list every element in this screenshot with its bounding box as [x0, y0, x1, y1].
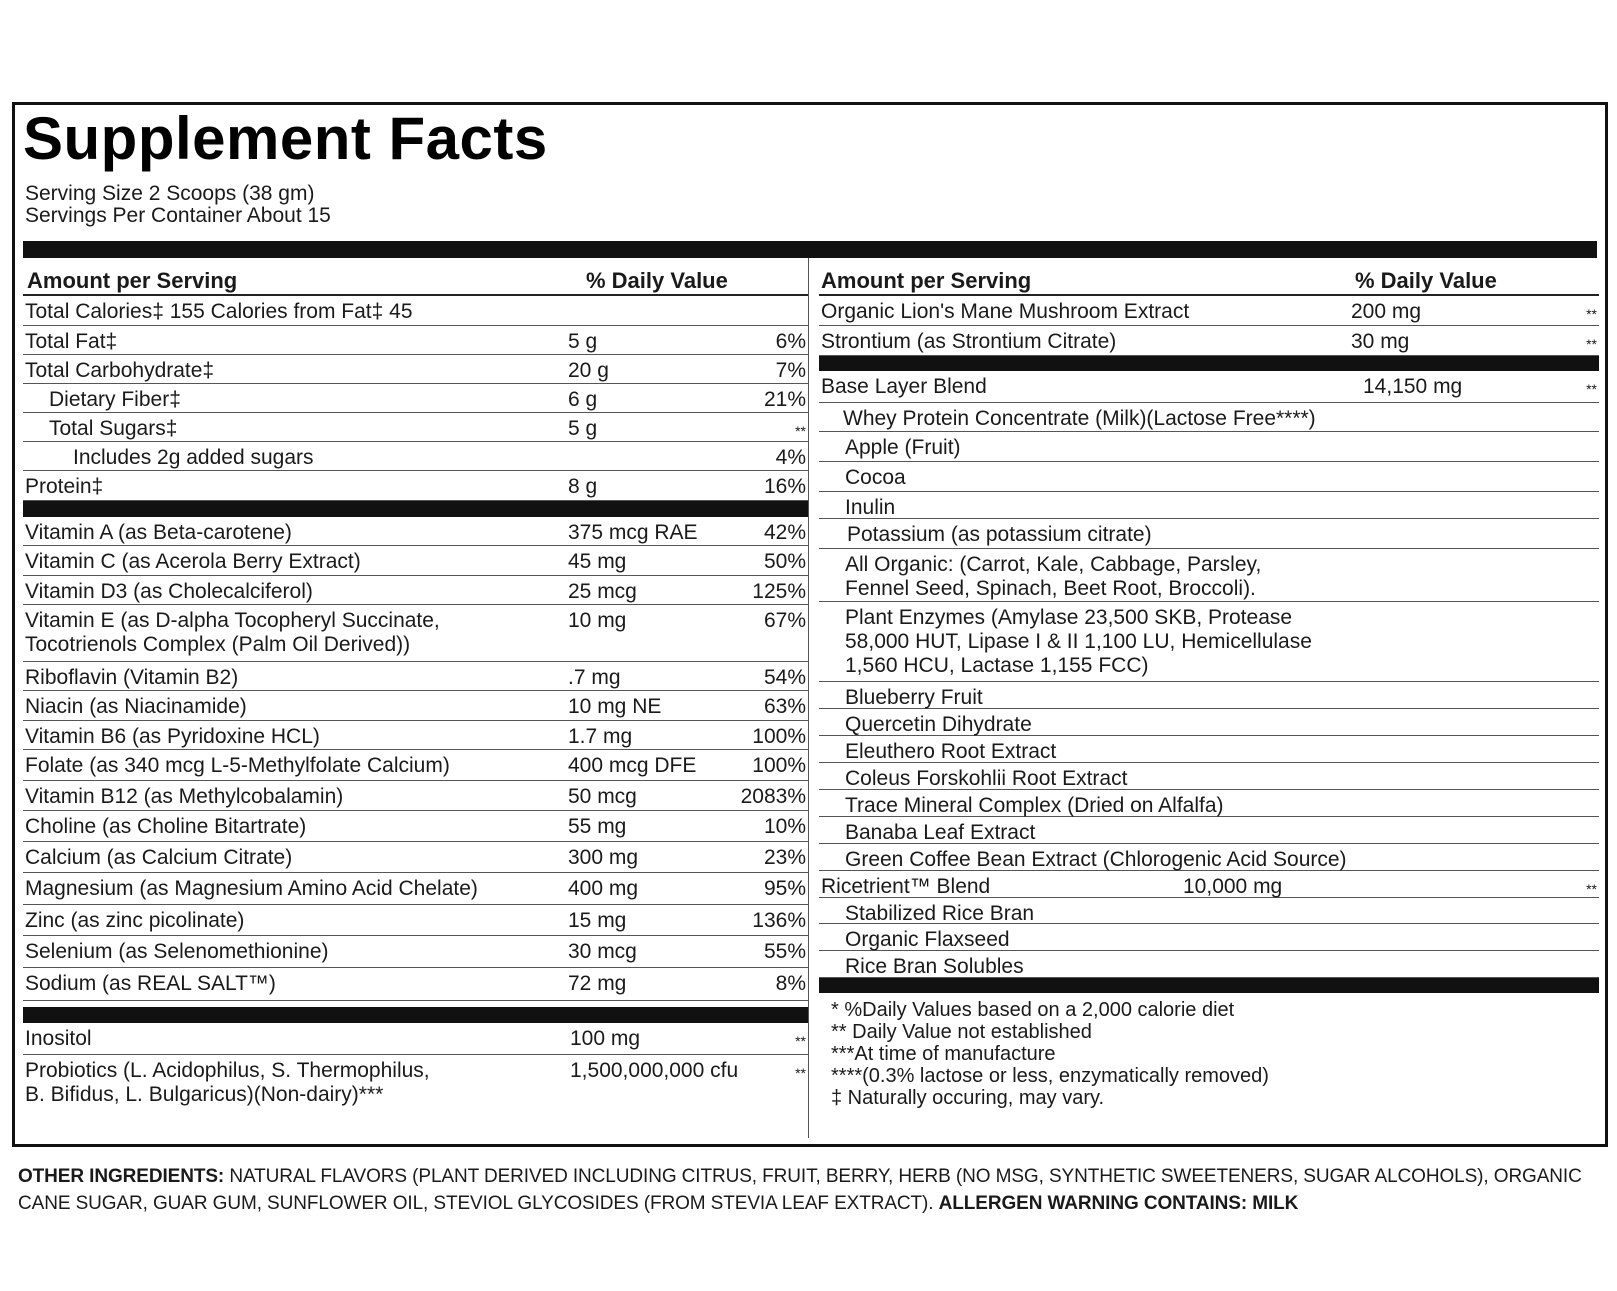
nutrient-daily-value: 67% — [763, 609, 806, 632]
nutrient-row — [23, 413, 808, 442]
other-nutrient-row — [23, 1055, 808, 1113]
base-layer-item — [819, 519, 1599, 549]
vitamin-row — [23, 905, 808, 936]
nutrient-amount: 8 g — [568, 475, 598, 498]
base-layer-item — [819, 403, 1599, 432]
left-header — [23, 258, 808, 296]
nutrient-daily-value: 100% — [752, 754, 806, 777]
ricetrient-item — [819, 898, 1599, 924]
nutrient-name: Vitamin B6 (as Pyridoxine HCL) — [25, 725, 320, 748]
right-column — [819, 258, 1599, 1109]
footnote: ****(0.3% lactose or less, enzymatically removed) — [831, 1065, 1269, 1087]
base-layer-dv: ** — [1586, 381, 1597, 397]
nutrient-daily-value: 8% — [775, 972, 806, 995]
nutrient-name: Niacin (as Niacinamide) — [25, 695, 247, 718]
nutrient-name: Total Carbohydrate‡ — [25, 359, 215, 382]
ricetrient-name: Ricetrient™ Blend — [821, 875, 991, 898]
nutrient-amount: 1,500,000,000 cfu — [570, 1059, 739, 1082]
nutrient-name: Includes 2g added sugars — [73, 446, 314, 469]
nutrient-name: Sodium (as REAL SALT™) — [25, 972, 276, 995]
nutrient-name: Green Coffee Bean Extract (Chlorogenic Acid Source) — [845, 848, 1347, 871]
nutrient-name: Total Calories‡ 155 Calories from Fat‡ 45 — [25, 300, 413, 323]
nutrient-daily-value: 4% — [775, 446, 806, 469]
nutrient-name: Coleus Forskohlii Root Extract — [845, 767, 1128, 790]
nutrient-daily-value: 136% — [752, 909, 806, 932]
top-divider-bar — [23, 241, 1597, 258]
nutrient-row — [23, 296, 808, 326]
nutrient-row — [23, 326, 808, 355]
vitamin-row — [23, 691, 808, 721]
base-layer-item — [819, 549, 1599, 602]
base-layer-row — [819, 371, 1599, 403]
right-bar-1 — [819, 356, 1599, 371]
nutrient-name: Organic Flaxseed — [845, 928, 1010, 951]
nutrient-name: Riboflavin (Vitamin B2) — [25, 666, 239, 689]
ricetrient-item — [819, 951, 1599, 978]
other-ingredients-text: NATURAL FLAVORS (PLANT DERIVED INCLUDING CITRUS, FRUIT, BERRY, HERB (NO MSG, SYNTHETIC SWEETENERS, SUGAR ALCOHOLS), ORGANIC CANE SUGAR, GUAR GUM, SUNFLOWER OIL, STEVIOL GLYCOSIDES (FROM STEVIA LEAF EXTRACT). — [18, 1166, 1582, 1214]
nutrient-name: All Organic: (Carrot, Kale, Cabbage, Parsley, — [845, 553, 1262, 576]
nutrient-name: Rice Bran Solubles — [845, 955, 1024, 978]
nutrient-row — [23, 442, 808, 471]
nutrient-daily-value: ** — [795, 1033, 806, 1049]
nutrient-name-continued: 58,000 HUT, Lipase I & II 1,100 LU, Hemicellulase — [845, 630, 1312, 653]
nutrient-amount: 100 mg — [570, 1027, 641, 1050]
nutrient-amount: 72 mg — [568, 972, 627, 995]
nutrient-name: Total Sugars‡ — [49, 417, 178, 440]
nutrient-name-continued: Tocotrienols Complex (Palm Oil Derived)) — [25, 633, 411, 656]
nutrient-name: Apple (Fruit) — [845, 436, 961, 459]
left-bar-2 — [23, 1007, 808, 1023]
nutrient-amount: 15 mg — [568, 909, 627, 932]
footnote: ‡ Naturally occuring, may vary. — [831, 1087, 1105, 1109]
nutrient-daily-value: 100% — [752, 725, 806, 748]
ricetrient-dv: ** — [1586, 881, 1597, 897]
nutrient-daily-value: 16% — [763, 475, 806, 498]
nutrient-name: Folate (as 340 mcg L-5-Methylfolate Calcium) — [25, 754, 450, 777]
nutrient-name: Total Fat‡ — [25, 330, 118, 353]
left-section-other — [23, 1023, 808, 1113]
base-layer-item — [819, 492, 1599, 519]
nutrient-daily-value: 63% — [763, 695, 806, 718]
vitamin-row — [23, 781, 808, 811]
nutrient-row — [23, 384, 808, 413]
nutrient-amount: 55 mg — [568, 815, 627, 838]
vitamin-row — [23, 873, 808, 905]
nutrient-daily-value: 21% — [763, 388, 806, 411]
base-layer-item — [819, 602, 1599, 682]
base-layer-item — [819, 790, 1599, 817]
left-bar-1 — [23, 501, 808, 517]
nutrient-daily-value: 10% — [763, 815, 806, 838]
base-layer-item — [819, 817, 1599, 844]
nutrient-name: Blueberry Fruit — [845, 686, 983, 709]
other-nutrient-row — [23, 1023, 808, 1055]
nutrient-name: Stabilized Rice Bran — [845, 902, 1035, 925]
base-layer-item — [819, 432, 1599, 462]
nutrient-amount: 375 mcg RAE — [568, 521, 698, 544]
nutrient-daily-value: 95% — [763, 877, 806, 900]
base-layer-name: Base Layer Blend — [821, 375, 987, 398]
nutrient-name: Cocoa — [845, 466, 906, 489]
nutrient-name: Dietary Fiber‡ — [49, 388, 181, 411]
nutrient-amount: 6 g — [568, 388, 598, 411]
base-layer-item — [819, 736, 1599, 763]
nutrient-row — [23, 355, 808, 384]
base-layer-item — [819, 709, 1599, 736]
nutrient-name: Protein‡ — [25, 475, 104, 498]
base-layer-item — [819, 462, 1599, 492]
right-header-amount: Amount per Serving — [821, 268, 1032, 293]
nutrient-name-continued: Fennel Seed, Spinach, Beet Root, Broccoli). — [845, 577, 1256, 600]
nutrient-amount: 25 mcg — [568, 580, 637, 603]
vitamin-row — [23, 750, 808, 781]
nutrient-amount: 5 g — [568, 417, 598, 440]
base-layer-item — [819, 682, 1599, 709]
vitamin-row — [23, 811, 808, 842]
nutrient-name: Selenium (as Selenomethionine) — [25, 940, 329, 963]
ricetrient-item — [819, 924, 1599, 951]
nutrient-daily-value: 23% — [763, 846, 806, 869]
vitamin-row — [23, 936, 808, 968]
nutrient-amount: 5 g — [568, 330, 598, 353]
nutrient-name: Eleuthero Root Extract — [845, 740, 1057, 763]
nutrient-name-continued: B. Bifidus, L. Bulgaricus)(Non-dairy)*** — [25, 1083, 384, 1106]
nutrient-name: Zinc (as zinc picolinate) — [25, 909, 245, 932]
footnote: ** Daily Value not established — [831, 1021, 1092, 1043]
right-header — [819, 258, 1599, 296]
nutrient-name: Banaba Leaf Extract — [845, 821, 1036, 844]
nutrient-name: Strontium (as Strontium Citrate) — [821, 330, 1117, 353]
ricetrient-amount: 10,000 mg — [1183, 875, 1283, 898]
nutrient-name: Whey Protein Concentrate (Milk)(Lactose Free****) — [843, 407, 1316, 430]
nutrient-amount: 20 g — [568, 359, 609, 382]
nutrient-name: Inulin — [845, 496, 896, 519]
nutrient-amount: 300 mg — [568, 846, 639, 869]
column-divider — [808, 258, 809, 1138]
nutrient-amount: 10 mg NE — [568, 695, 662, 718]
base-layer-item — [819, 844, 1599, 871]
ricetrient-row — [819, 871, 1599, 898]
nutrient-amount: 30 mg — [1351, 330, 1410, 353]
nutrient-amount: 400 mcg DFE — [568, 754, 697, 777]
nutrient-daily-value: 125% — [752, 580, 806, 603]
nutrient-amount: 30 mcg — [568, 940, 637, 963]
base-layer-items — [819, 403, 1599, 871]
left-section-macros — [23, 296, 808, 501]
nutrient-daily-value: ** — [795, 1065, 806, 1081]
nutrient-name: Trace Mineral Complex (Dried on Alfalfa) — [845, 794, 1224, 817]
vitamin-row — [23, 517, 808, 546]
nutrient-daily-value: 50% — [763, 550, 806, 573]
left-column — [23, 258, 808, 1113]
other-ingredients-label: OTHER INGREDIENTS: — [18, 1166, 225, 1187]
nutrient-name: Vitamin A (as Beta-carotene) — [25, 521, 292, 544]
nutrient-name: Vitamin E (as D-alpha Tocopheryl Succinate, — [25, 609, 440, 632]
right-bar-2 — [819, 978, 1599, 993]
allergen-warning: ALLERGEN WARNING CONTAINS: MILK — [938, 1193, 1299, 1214]
nutrient-amount: 1.7 mg — [568, 725, 633, 748]
supplement-facts-panel — [12, 102, 1608, 1147]
extract-row — [819, 296, 1599, 326]
panel-title: Supplement Facts — [23, 105, 548, 172]
extract-row — [819, 326, 1599, 356]
nutrient-daily-value: 6% — [775, 330, 806, 353]
nutrient-amount: 10 mg — [568, 609, 627, 632]
serving-size: Serving Size 2 Scoops (38 gm) — [25, 182, 315, 205]
nutrient-amount: 50 mcg — [568, 785, 637, 808]
nutrient-name: Potassium (as potassium citrate) — [847, 523, 1152, 546]
nutrient-name: Inositol — [25, 1027, 92, 1050]
nutrient-daily-value: 2083% — [740, 785, 806, 808]
right-section-extracts — [819, 296, 1599, 356]
nutrient-name: Probiotics (L. Acidophilus, S. Thermophilus, — [25, 1059, 430, 1082]
base-layer-item — [819, 763, 1599, 790]
vitamin-row — [23, 546, 808, 576]
nutrient-daily-value: ** — [1586, 306, 1597, 322]
nutrient-row — [23, 471, 808, 501]
left-header-amount: Amount per Serving — [27, 268, 238, 293]
nutrient-name: Plant Enzymes (Amylase 23,500 SKB, Protease — [845, 606, 1293, 629]
vitamin-row — [23, 721, 808, 750]
vitamin-row — [23, 968, 808, 1001]
vitamin-row — [23, 576, 808, 605]
vitamin-row — [23, 662, 808, 691]
left-header-dv: % Daily Value — [586, 268, 728, 293]
nutrient-name: Quercetin Dihydrate — [845, 713, 1032, 736]
nutrient-name: Magnesium (as Magnesium Amino Acid Chelate) — [25, 877, 478, 900]
base-layer-amount: 14,150 mg — [1363, 375, 1463, 398]
nutrient-daily-value: 7% — [775, 359, 806, 382]
other-ingredients — [18, 1163, 1608, 1217]
servings-per-container: Servings Per Container About 15 — [25, 204, 331, 227]
nutrient-amount: .7 mg — [568, 666, 621, 689]
nutrient-name: Vitamin B12 (as Methylcobalamin) — [25, 785, 344, 808]
vitamin-row — [23, 605, 808, 662]
nutrient-daily-value: ** — [795, 423, 806, 439]
nutrient-amount: 200 mg — [1351, 300, 1422, 323]
nutrient-daily-value: ** — [1586, 336, 1597, 352]
nutrient-daily-value: 55% — [763, 940, 806, 963]
right-header-dv: % Daily Value — [1355, 268, 1497, 293]
nutrient-name: Organic Lion's Mane Mushroom Extract — [821, 300, 1190, 323]
nutrient-name: Vitamin C (as Acerola Berry Extract) — [25, 550, 361, 573]
nutrient-name-continued: 1,560 HCU, Lactase 1,155 FCC) — [845, 654, 1149, 677]
nutrient-daily-value: 54% — [763, 666, 806, 689]
nutrient-amount: 45 mg — [568, 550, 627, 573]
footnote: * %Daily Values based on a 2,000 calorie diet — [831, 999, 1235, 1021]
nutrient-name: Calcium (as Calcium Citrate) — [25, 846, 293, 869]
left-section-vitamins — [23, 517, 808, 1001]
footnotes — [819, 993, 1599, 1109]
nutrient-amount: 400 mg — [568, 877, 639, 900]
ricetrient-items — [819, 898, 1599, 978]
nutrient-name: Choline (as Choline Bitartrate) — [25, 815, 307, 838]
vitamin-row — [23, 842, 808, 873]
footnote: ***At time of manufacture — [831, 1043, 1056, 1065]
nutrient-name: Vitamin D3 (as Cholecalciferol) — [25, 580, 313, 603]
nutrient-daily-value: 42% — [763, 521, 806, 544]
